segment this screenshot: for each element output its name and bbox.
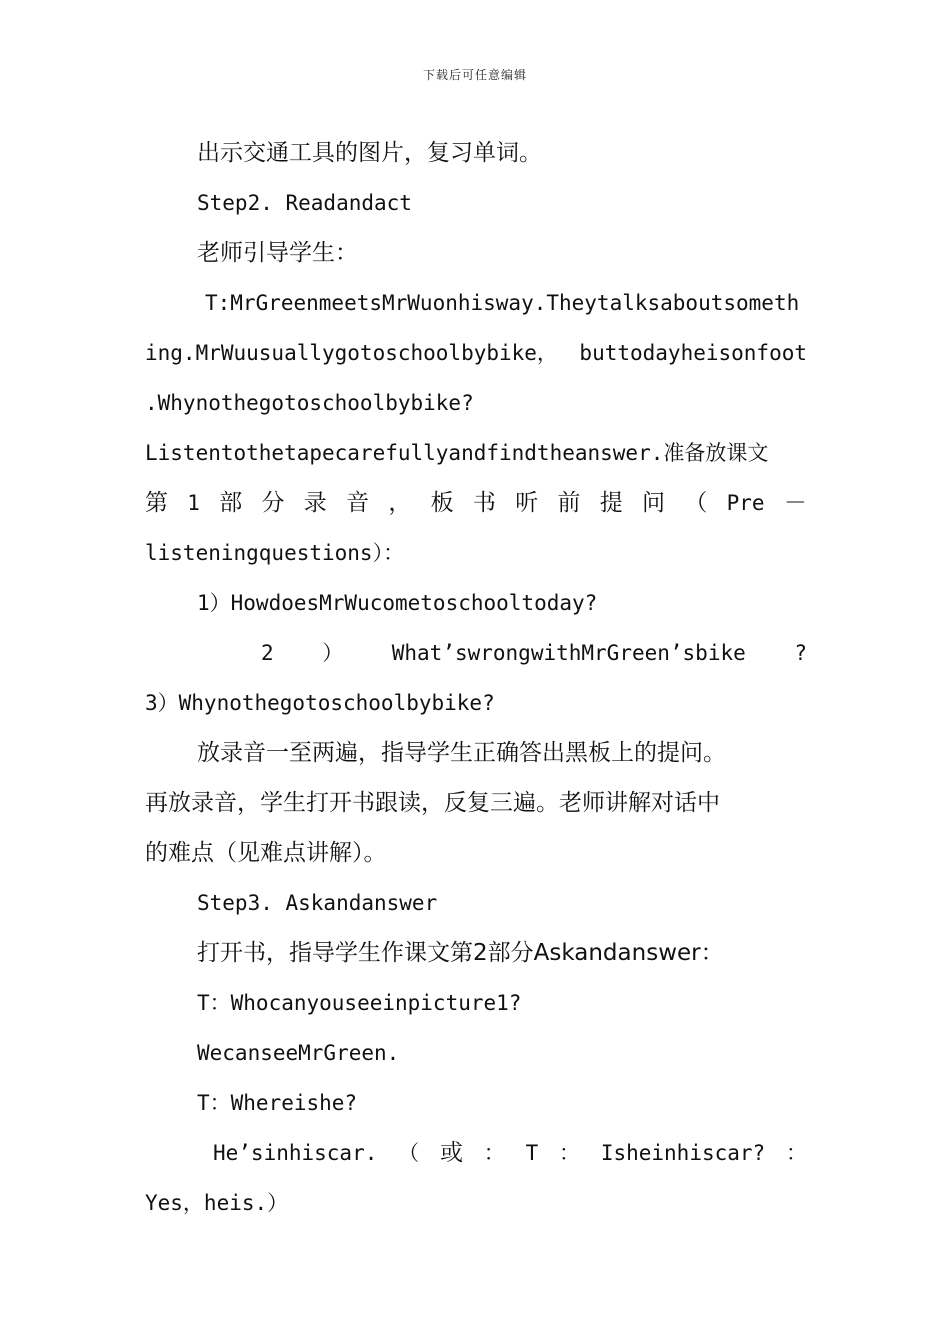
- text-segment: ：: [483, 1141, 505, 1165]
- dialogue-line: Yes，heis.）: [145, 1191, 289, 1215]
- dialogue-line: WecanseeMrGreen.: [197, 1041, 400, 1065]
- paragraph-line: Listentothetapecarefullyandfindtheanswer.准备放课文: [145, 441, 769, 465]
- text-segment: （: [684, 490, 708, 516]
- paragraph-line: [145, 478, 807, 528]
- text-segment: 提: [599, 490, 623, 516]
- question-item: [145, 628, 807, 678]
- paragraph-line: 老师引导学生：: [197, 240, 358, 266]
- text-segment: 2: [261, 641, 274, 665]
- text-segment: 分: [261, 490, 285, 516]
- dialogue-line: T：Whereishe?: [197, 1091, 358, 1115]
- question-item: 1）HowdoesMrWucometoschooltoday?: [197, 591, 598, 615]
- text-segment: 听: [515, 490, 539, 516]
- paragraph-line: T:MrGreenmeetsMrWuonhisway.Theytalksaboutsometh: [205, 291, 800, 315]
- text-segment: 音: [346, 490, 370, 516]
- question-item: 3）Whynothegotoschoolbybike?: [145, 691, 495, 715]
- text-segment: What’swrongwithMrGreen’sbike: [391, 641, 746, 665]
- text-segment: T: [525, 1141, 539, 1165]
- paragraph-line: 打开书，指导学生作课文第2部分Askandanswer：: [197, 940, 724, 966]
- paragraph-line: 放录音一至两遍，指导学生正确答出黑板上的提问。: [197, 740, 726, 766]
- text-segment: Pre: [726, 491, 765, 515]
- text-segment: ：: [785, 1141, 807, 1165]
- text-segment: 1: [187, 491, 200, 515]
- text-segment: 录: [303, 490, 327, 516]
- text-segment: 或: [439, 1140, 463, 1166]
- text-segment: ，: [388, 490, 412, 516]
- text-segment: 前: [557, 490, 581, 516]
- text-segment: buttodayheisonfoot: [579, 341, 807, 365]
- text-segment: He’sinhiscar.: [213, 1141, 378, 1165]
- step-heading: Step3. Askandanswer: [197, 891, 438, 915]
- step-heading: Step2. Readandact: [197, 191, 412, 215]
- paragraph-line: .Whynothegotoschoolbybike?: [145, 391, 474, 415]
- document-body: [145, 128, 807, 1228]
- paragraph-line: listeningquestions）：: [145, 541, 405, 565]
- paragraph-line: 再放录音，学生打开书跟读，反复三遍。老师讲解对话中: [145, 790, 720, 816]
- text-segment: ing.MrWuusuallygotoschoolbybike，: [145, 341, 558, 365]
- dialogue-line: [145, 1128, 807, 1178]
- text-segment: （: [398, 1141, 420, 1165]
- dialogue-line: T：Whocanyouseeinpicture1?: [197, 991, 522, 1015]
- text-segment: 第: [145, 490, 168, 516]
- text-segment: 书: [472, 490, 496, 516]
- text-segment: 问: [642, 490, 666, 516]
- text-segment: 部: [219, 490, 243, 516]
- text-segment: ?: [794, 641, 807, 665]
- paragraph-line: [145, 328, 807, 378]
- page-header: 下载后可任意编辑: [422, 68, 527, 82]
- text-segment: ：: [559, 1141, 581, 1165]
- paragraph-line: 出示交通工具的图片，复习单词。: [197, 140, 542, 166]
- paragraph-line: 的难点（见难点讲解）。: [145, 840, 387, 866]
- text-segment: Isheinhiscar?: [600, 1141, 766, 1165]
- text-segment: 板: [430, 490, 454, 516]
- text-segment: ）: [322, 641, 344, 665]
- text-segment: －: [783, 490, 807, 516]
